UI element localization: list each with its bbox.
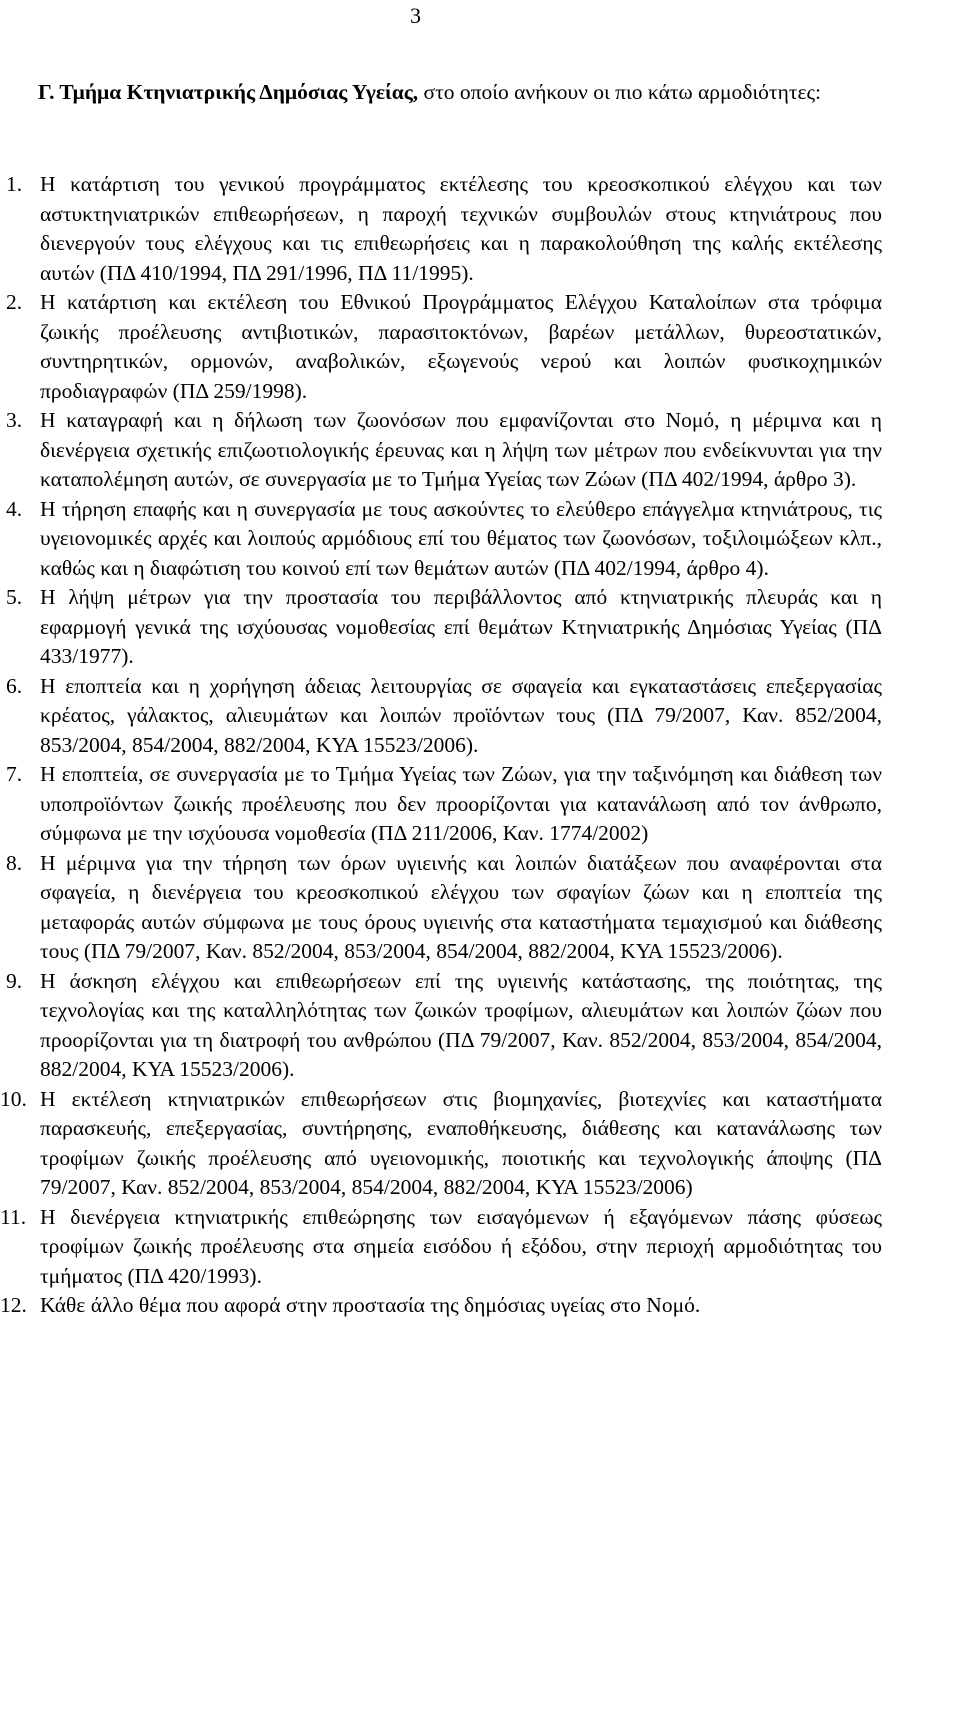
list-item-number: 1. — [6, 172, 23, 196]
section-heading-title: Γ. Τμήμα Κτηνιατρικής Δημόσιας Υγείας, — [38, 80, 419, 104]
list-item-number: 9. — [6, 968, 23, 993]
list-item-number: 11. — [0, 1204, 27, 1229]
list-item-number: 3. — [6, 408, 23, 432]
list-item-number: 12. — [0, 1293, 27, 1317]
list-item-text: Η κατάρτιση και εκτέλεση του Εθνικού Προγράμματος Ελέγχου Καταλοίπων στα τρόφιμα ζωικής προέλευσης αντιβιοτικών, παρασιτοκτόνων, βαρέων μετάλλων, θυρεοστατικών, συντηρητικών, ορμονών, αναβολικών, εξωγενούς νερού και λοιπών φυσικοχημικών προδιαγραφών (ΠΔ 259/1998). — [40, 290, 882, 403]
list-item — [6, 406, 882, 495]
list-item-text: Η λήψη μέτρων για την προστασία του περιβάλλοντος από κτηνιατρικής πλευράς και η εφαρμογή γενικά της ισχύουσας νομοθεσίας επί θεμάτων Κτηνιατρικής Δημόσιας Υγείας (ΠΔ 433/1977). — [40, 585, 882, 668]
list-item — [6, 849, 882, 967]
list-item — [0, 1291, 882, 1321]
list-item-text: Η κατάρτιση του γενικού προγράμματος εκτέλεσης του κρεοσκοπικού ελέγχου και των αστυκτηνιατρικών επιθεωρήσεων, η παροχή τεχνικών συμβουλών στους κτηνιάτρους που διενεργούν τους ελέγχους και τις επιθεωρήσεις και η παρακολούθηση της καλής εκτέλεσης αυτών (ΠΔ 410/1994, ΠΔ 291/1996, ΠΔ 11/1995). — [40, 172, 882, 285]
list-item — [6, 583, 882, 672]
list-item-text: Η άσκηση ελέγχου και επιθεωρήσεων επί της υγιεινής κατάστασης, της ποιότητας, της τεχνολογίας και της καταλληλότητας των ζωικών τροφίμων, αλιευμάτων και λοιπών ζώων που προορίζονται για τη διατροφή του ανθρώπου (ΠΔ 79/2007, Καν. 852/2004, 853/2004, 854/2004, 882/2004, ΚΥΑ 15523/2006). — [40, 968, 882, 1081]
list-item — [6, 170, 882, 288]
list-item-number: 4. — [6, 496, 23, 521]
list-item — [6, 760, 882, 849]
list-item-text: Η διενέργεια κτηνιατρικής επιθεώρησης των εισαγόμενων ή εξαγόμενων πάσης φύσεως τροφίμων ζωικής προέλευσης στα σημεία εισόδου ή εξόδου, στην περιοχή αρμοδιότητας του τμήματος (ΠΔ 420/1993). — [40, 1204, 882, 1288]
list-item-text: Η εποπτεία και η χορήγηση άδειας λειτουργίας σε σφαγεία και εγκαταστάσεις επεξεργασίας κρέατος, γάλακτος, αλιευμάτων και λοιπών προϊόντων τους (ΠΔ 79/2007, Καν. 852/2004, 853/2004, 854/2004, 882/2004, ΚΥΑ 15523/2006). — [40, 673, 882, 757]
list-item — [6, 288, 882, 406]
list-item-number: 2. — [6, 290, 23, 314]
list-item — [6, 967, 882, 1085]
list-item-number: 8. — [6, 850, 23, 875]
list-item — [0, 1085, 882, 1203]
list-item-text: Κάθε άλλο θέμα που αφορά στην προστασία της δημόσιας υγείας στο Νομό. — [40, 1293, 701, 1317]
list-item — [6, 672, 882, 761]
list-item-number: 7. — [6, 762, 23, 786]
list-item-number: 10. — [0, 1086, 27, 1111]
page-number: 3 — [410, 3, 421, 28]
responsibilities-list — [0, 170, 882, 1321]
list-item-text: Η μέριμνα για την τήρηση των όρων υγιεινής και λοιπών διατάξεων που αναφέρονται στα σφαγεία, η διενέργεια του κρεοσκοπικού ελέγχου των σφαγίων ζώων και η εποπτεία της μεταφοράς αυτών σύμφωνα με τους όρους υγιεινής στα καταστήματα τεμαχισμού και διάθεσης τους (ΠΔ 79/2007, Καν. 852/2004, 853/2004, 854/2004, 882/2004, ΚΥΑ 15523/2006). — [40, 850, 882, 963]
list-item — [6, 495, 882, 584]
list-item-text: Η τήρηση επαφής και η συνεργασία με τους ασκούντες το ελεύθερο επάγγελμα κτηνιάτρους, τις υγειονομικές αρχές και λοιπούς αρμόδιους επί του θέματος των ζωονόσων, τοξιλοιμώξεων κλπ., καθώς και η διαφώτιση του κοινού επί των θεμάτων αυτών (ΠΔ 402/1994, άρθρο 4). — [40, 496, 882, 580]
list-item-text: Η εποπτεία, σε συνεργασία με το Τμήμα Υγείας των Ζώων, για την ταξινόμηση και διάθεση των υποπροϊόντων ζωικής προέλευσης που δεν προορίζονται για κατανάλωση από τον άνθρωπο, σύμφωνα με την ισχύουσα νομοθεσία (ΠΔ 211/2006, Καν. 1774/2002) — [40, 762, 882, 845]
list-item — [0, 1203, 882, 1292]
list-item-text: Η καταγραφή και η δήλωση των ζωονόσων που εμφανίζονται στο Νομό, η μέριμνα και η διενέργεια σχετικής επιζωοτιολογικής έρευνας και η λήψη των μέτρων που ενδείκνυνται για την καταπολέμηση αυτών, σε συνεργασία με το Τμήμα Υγείας των Ζώων (ΠΔ 402/1994, άρθρο 3). — [40, 408, 882, 491]
list-item-number: 5. — [6, 585, 23, 609]
list-item-text: Η εκτέλεση κτηνιατρικών επιθεωρήσεων στις βιομηχανίες, βιοτεχνίες και καταστήματα παρασκευής, επεξεργασίας, συντήρησης, εναποθήκευσης, διάθεσης και κατανάλωσης των τροφίμων ζωικής προέλευσης από υγειονομικής, ποιοτικής και τεχνολογικής άποψης (ΠΔ 79/2007, Καν. 852/2004, 853/2004, 854/2004, 882/2004, ΚΥΑ 15523/2006) — [40, 1086, 882, 1199]
list-item-number: 6. — [6, 673, 23, 698]
section-heading — [38, 78, 876, 107]
section-heading-subtitle: στο οποίο ανήκουν οι πιο κάτω αρμοδιότητες: — [418, 80, 821, 104]
